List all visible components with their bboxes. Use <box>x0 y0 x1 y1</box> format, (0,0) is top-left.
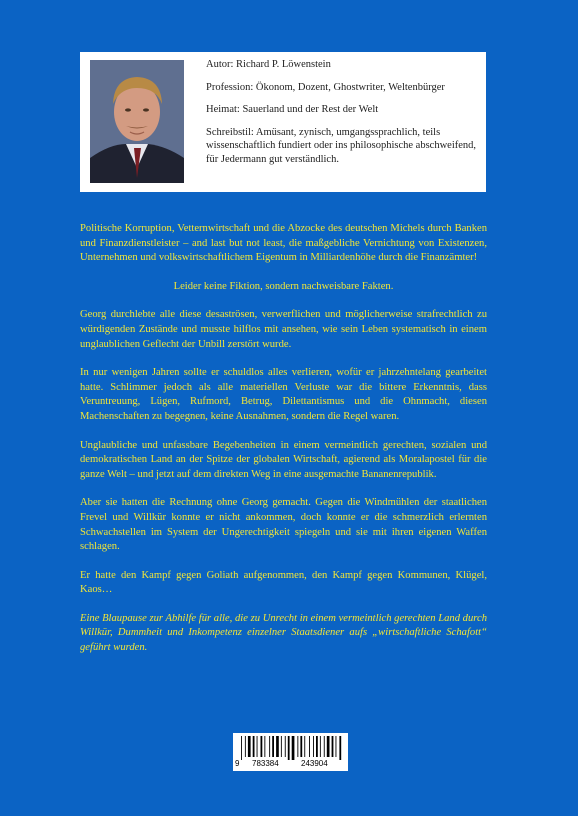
author-style: Schreibstil: Amüsant, zynisch, umgangssprachlich, teils wissenschaftlich fundiert oder ins philosophische abschweifend, für Jedermann gut verständlich. <box>206 126 477 165</box>
barcode-prefix: 9 <box>235 759 240 768</box>
paragraph-intro: Politische Korruption, Vetternwirtschaft und die Abzocke des deutschen Michels durch Banken und Finanzdienstleister – and last but not least, die maßgebliche Vernichtung von Existenzen, Unternehmen und volkswirtschaftlichem Eigentum in Milliardenhöhe durch die Finanzämter! <box>80 223 487 264</box>
author-photo <box>90 60 184 183</box>
author-home: Heimat: Sauerland und der Rest der Welt <box>206 104 379 115</box>
paragraph-georg: Georg durchlebte alle diese desaströsen, verwerflichen und möglicherweise strafrechtlich zu würdigenden Zustände und musste hilflos mit ansehen, wie sein Leben systematisch in einem unglaublichen Geflecht der Unbill zerstört wurde. <box>80 309 487 350</box>
author-name: Autor: Richard P. Löwenstein <box>206 59 331 70</box>
paragraph-country: Unglaubliche und unfassbare Begebenheiten in einem vermeintlich gerechten, sozialen und demokratischen Land an der Spitze der globalen Wirtschaft, agierend als Moralapostel für die ganze Welt – und jetzt auf dem direkten Weg in eine ausgemachte Bananenrepublik. <box>80 439 487 480</box>
paragraph-goliath: Er hatte den Kampf gegen Goliath aufgenommen, den Kampf gegen Kommunen, Klügel, Kaos… <box>80 569 487 596</box>
paragraph-losses: In nur wenigen Jahren sollte er schuldlos alles verlieren, wofür er jahrzehntelang gearbeitet hatte. Schlimmer jedoch als alle materiellen Verluste war die bittere Erkenntnis, dass Veruntreuung, Lügen, Rufmord, Betrug, Dilettantismus und die Ohnmacht, diesen Machenschaften zu begegnen, keine Ausnahmen, sondern die Regel waren. <box>80 367 487 422</box>
author-profession: Profession: Ökonom, Dozent, Ghostwriter, Weltenbürger <box>206 81 445 93</box>
author-box <box>80 52 486 192</box>
blurb-text <box>80 222 487 670</box>
barcode-right-group: 243904 <box>301 759 328 768</box>
paragraph-reckoning: Aber sie hatten die Rechnung ohne Georg gemacht. Gegen die Windmühlen der staatlichen Frevel und Willkür konnte er nicht ankommen, doch konnte er die schmerzlich erlernten Schwachstellen im System der Ungerechtigkeit spiegeln und sie mit ihren eigenen Waffen schlagen. <box>80 497 487 553</box>
barcode-bars <box>239 736 342 760</box>
paragraph-tagline: Leider keine Fiktion, sondern nachweisbare Fakten. <box>173 280 394 292</box>
barcode-left-group: 783384 <box>252 759 279 768</box>
author-info <box>206 58 481 175</box>
isbn-barcode <box>233 733 348 771</box>
paragraph-blueprint: Eine Blaupause zur Abhilfe für alle, die zu Unrecht in einem vermeintlich gerechten Land durch Willkür, Dummheit und Inkompetenz einzelner Staatsdiener aufs „wirtschaftliche Schafott“ geführt wurden. <box>80 612 487 654</box>
